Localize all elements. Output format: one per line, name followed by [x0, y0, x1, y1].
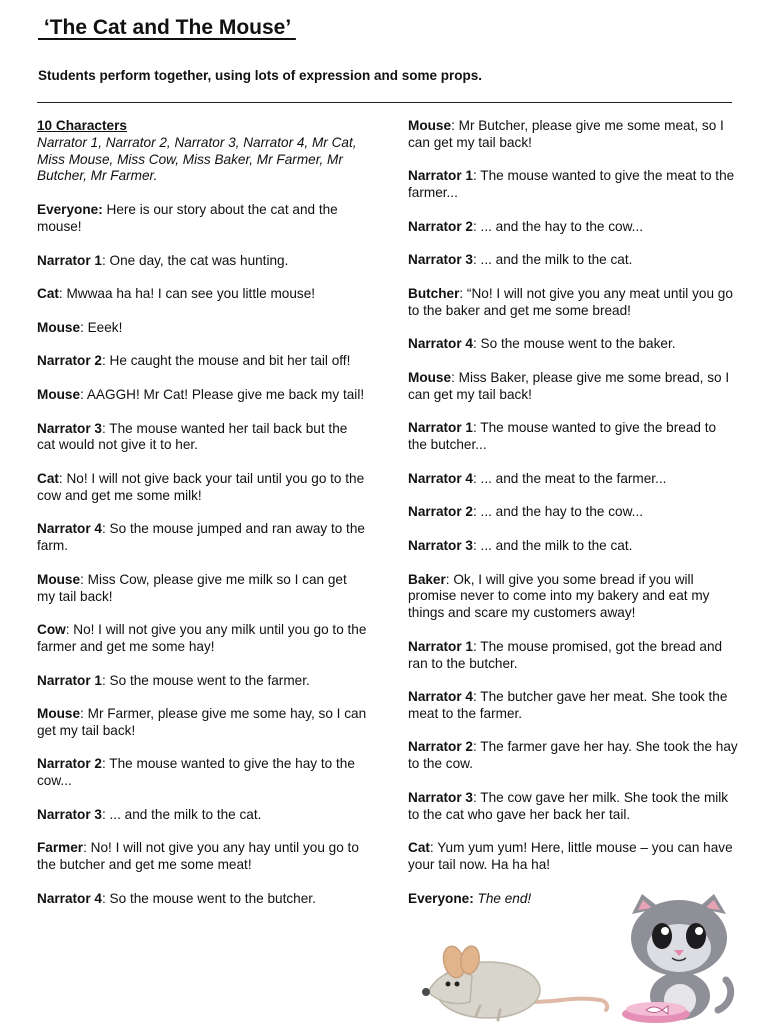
dialogue-line [37, 673, 367, 690]
dialogue-line [408, 336, 738, 353]
speaker-name: Narrator 4 [408, 689, 473, 705]
speaker-name: Butcher [408, 285, 460, 301]
dialogue-line [408, 840, 738, 874]
page-title: ‘The Cat and The Mouse’ [38, 16, 296, 39]
dialogue-text: Here is our story about the cat and the mouse! [37, 202, 338, 234]
dialogue-line [408, 639, 738, 673]
dialogue-text: : Mwwaa ha ha! I can see you little mouse! [58, 286, 316, 302]
closing-text: The end! [477, 890, 532, 906]
speaker-name: Narrator 4 [37, 890, 102, 906]
dialogue-line [37, 840, 367, 874]
dialogue-text: : Ok, I will give you some bread if you will promise never to come into my bakery and eat my things and scare my customers away! [408, 571, 710, 621]
dialogue-line [37, 202, 367, 236]
dialogue-line [408, 739, 738, 773]
speaker-name: Mouse [37, 319, 81, 335]
mouse-illustration-icon [410, 940, 610, 1024]
speaker-name: Mouse [408, 369, 452, 385]
speaker-name: Mouse [408, 118, 452, 133]
speaker-name: Narrator 4 [408, 470, 473, 486]
dialogue-text: : ... and the hay to the cow... [472, 504, 644, 520]
dialogue-text: : No! I will not give you any milk until you go to the farmer and get me some hay! [37, 622, 367, 654]
dialogue-line [37, 622, 367, 656]
speaker-name: Narrator 3 [408, 252, 473, 268]
dialogue-line [37, 320, 367, 337]
dialogue-line [408, 286, 738, 320]
dialogue-text: : The mouse wanted to give the hay to the cow... [37, 756, 355, 789]
speaker-name: Narrator 2 [408, 739, 473, 755]
dialogue-text: : The farmer gave her hay. She took the hay to the cow. [408, 739, 738, 772]
dialogue-text: : Miss Cow, please give me milk so I can get my tail back! [37, 571, 347, 604]
dialogue-text: : So the mouse went to the baker. [472, 336, 676, 352]
dialogue-text: : Eeek! [80, 319, 123, 335]
dialogue-line [37, 756, 367, 790]
dialogue-line [37, 807, 367, 824]
dialogue-line [408, 689, 738, 723]
dialogue-line [408, 370, 738, 404]
dialogue-text: : Mr Farmer, please give me some hay, so I can get my tail back! [37, 706, 367, 738]
speaker-name: Mouse [37, 571, 81, 587]
dialogue-line [408, 420, 738, 454]
dialogue-line [37, 471, 367, 505]
dialogue-text: : The mouse wanted her tail back but the cat would not give it to her. [37, 420, 348, 453]
script-right-column [408, 118, 738, 924]
dialogue-text: : Mr Butcher, please give me some meat, so I can get my tail back! [408, 118, 724, 150]
dialogue-line [408, 790, 738, 824]
speaker-name: Narrator 3 [408, 537, 473, 553]
dialogue-line [37, 706, 367, 740]
dialogue-text: : No! I will not give you any hay until you go to the butcher and get me some meat! [37, 840, 359, 873]
characters-list: Narrator 1, Narrator 2, Narrator 3, Narrator 4, Mr Cat, Miss Mouse, Miss Cow, Miss Baker, Mr Farmer, Mr Butcher, Mr Farmer. [37, 134, 357, 184]
cat-illustration-icon [618, 892, 736, 1024]
dialogue-text: : ... and the milk to the cat. [101, 806, 262, 822]
instructions-subtitle: Students perform together, using lots of expression and some props. [38, 68, 483, 83]
dialogue-text: : One day, the cat was hunting. [101, 252, 289, 268]
speaker-name: Narrator 3 [37, 806, 102, 822]
dialogue-text: : So the mouse went to the butcher. [101, 890, 316, 906]
dialogue-line [408, 504, 738, 521]
dialogue-line [408, 538, 738, 555]
dialogue-text: : The mouse wanted to give the meat to the farmer... [408, 168, 735, 201]
characters-heading: 10 Characters [37, 118, 127, 133]
dialogue-line [37, 286, 367, 303]
dialogue-text: : AAGGH! Mr Cat! Please give me back my tail! [80, 386, 365, 402]
dialogue-text: : Yum yum yum! Here, little mouse – you can have your tail now. Ha ha ha! [408, 840, 733, 873]
dialogue-line [408, 252, 738, 269]
dialogue-text: : The mouse wanted to give the bread to the butcher... [408, 420, 717, 453]
speaker-name: Narrator 1 [37, 252, 102, 268]
speaker-name: Mouse [37, 386, 81, 402]
dialogue-text: : “No! I will not give you any meat until you go to the baker and get me some bread! [408, 285, 733, 318]
dialogue-line [408, 572, 738, 622]
speaker-name: Cat [37, 286, 59, 302]
dialogue-text: : The cow gave her milk. She took the milk to the cat who gave her back her tail. [408, 789, 729, 822]
dialogue-line [37, 572, 367, 606]
script-left-column [37, 118, 367, 924]
speaker-name: Narrator 2 [37, 353, 102, 369]
speaker-name: Farmer [37, 840, 84, 856]
speaker-name: Everyone: [37, 202, 103, 218]
speaker-name: Narrator 4 [408, 336, 473, 352]
dialogue-line [37, 353, 367, 370]
dialogue-line [37, 421, 367, 455]
speaker-name: Cat [37, 470, 59, 486]
speaker-name: Cat [408, 840, 430, 856]
dialogue-line [37, 253, 367, 270]
speaker-name: Narrator 2 [408, 504, 473, 520]
speaker-name: Narrator 2 [408, 218, 473, 234]
speaker-name: Cow [37, 622, 66, 638]
dialogue-text: : Miss Baker, please give me some bread, so I can get my tail back! [408, 369, 730, 402]
dialogue-text: : ... and the milk to the cat. [472, 252, 633, 268]
speaker-name: Narrator 1 [37, 672, 102, 688]
dialogue-line [37, 521, 367, 555]
dialogue-text: : ... and the meat to the farmer... [472, 470, 667, 486]
dialogue-line [408, 219, 738, 236]
dialogue-text: : So the mouse jumped and ran away to the farm. [37, 521, 365, 554]
divider [37, 102, 732, 103]
speaker-name: Narrator 1 [408, 420, 473, 436]
dialogue-text: : No! I will not give back your tail until you go to the cow and get me some milk! [37, 470, 365, 503]
dialogue-line [408, 118, 738, 152]
dialogue-text: : The mouse promised, got the bread and ran to the butcher. [408, 638, 723, 671]
speaker-name: Narrator 3 [408, 789, 473, 805]
closing-speaker: Everyone: [408, 890, 474, 906]
left-dialogue-list [37, 202, 367, 907]
dialogue-text: : ... and the milk to the cat. [472, 537, 633, 553]
speaker-name: Narrator 3 [37, 420, 102, 436]
speaker-name: Narrator 4 [37, 521, 102, 537]
dialogue-line [408, 471, 738, 488]
dialogue-text: : He caught the mouse and bit her tail off! [101, 353, 351, 369]
dialogue-line [37, 891, 367, 908]
speaker-name: Narrator 2 [37, 756, 102, 772]
dialogue-text: : ... and the hay to the cow... [472, 218, 644, 234]
speaker-name: Mouse [37, 706, 81, 722]
dialogue-text: : The butcher gave her meat. She took the meat to the farmer. [408, 689, 728, 721]
speaker-name: Narrator 1 [408, 638, 473, 654]
dialogue-text: : So the mouse went to the farmer. [101, 672, 310, 688]
dialogue-line [37, 387, 367, 404]
right-dialogue-list [408, 118, 738, 874]
speaker-name: Baker [408, 571, 446, 587]
speaker-name: Narrator 1 [408, 168, 473, 184]
dialogue-line [408, 168, 738, 202]
